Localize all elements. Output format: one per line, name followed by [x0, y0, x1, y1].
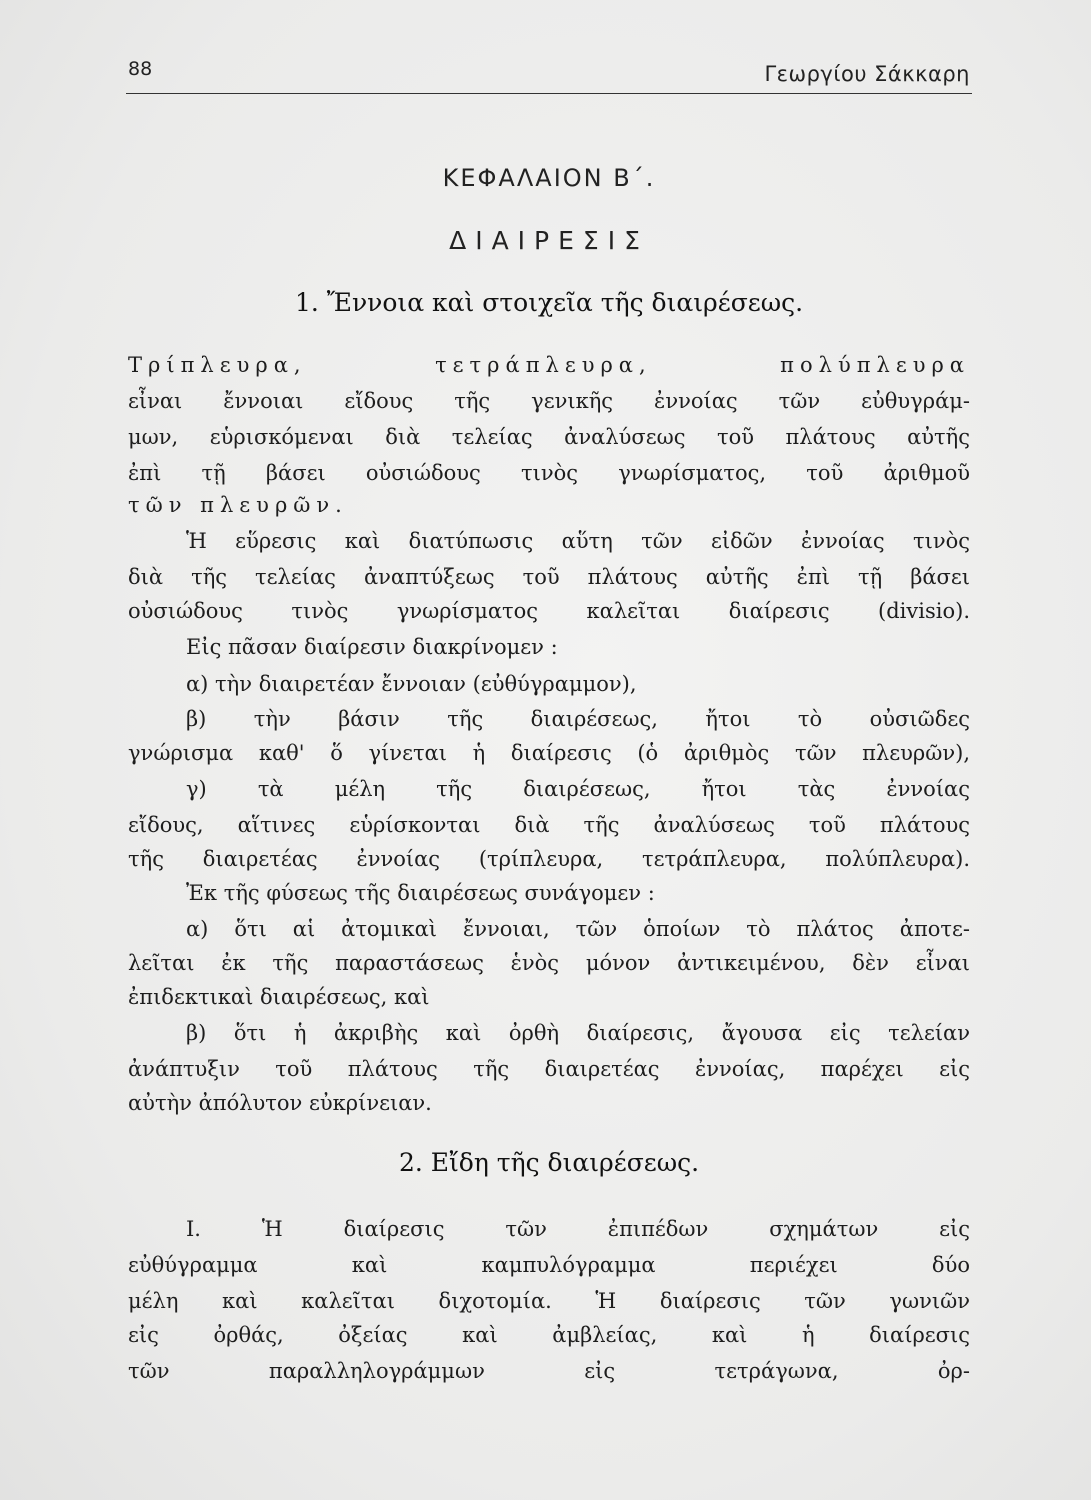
- text-line: Ἡ εὕρεσις καὶ διατύπωσις αὕτη τῶν εἰδῶν ἐννοίας τινὸς: [186, 529, 970, 553]
- text-line: οὐσιώδους τινὸς γνωρίσματος καλεῖται διαίρεσις (divisio).: [128, 599, 970, 623]
- text-line: β) τὴν βάσιν τῆς διαιρέσεως, ἤτοι τὸ οὐσιῶδες: [186, 707, 970, 731]
- text-line: τῶν παραλληλογράμμων εἰς τετράγωνα, ὀρ-: [128, 1359, 970, 1383]
- text-line: Τρίπλευρα, τετράπλευρα, πολύπλευρα: [128, 353, 970, 377]
- text-line: ἐπὶ τῇ βάσει οὐσιώδους τινὸς γνωρίσματος, τοῦ ἀριθμοῦ: [128, 461, 970, 485]
- section-1-heading: 1. Ἔννοια καὶ στοιχεῖα τῆς διαιρέσεως.: [294, 288, 804, 317]
- text-line: τῶν πλευρῶν.: [128, 493, 348, 517]
- text-line: Εἰς πᾶσαν διαίρεσιν διακρίνομεν :: [186, 635, 558, 659]
- text-line: μέλη καὶ καλεῖται διχοτομία. Ἡ διαίρεσις τῶν γωνιῶν: [128, 1289, 970, 1313]
- header-rule: [126, 93, 972, 94]
- chapter-title: ΔΙΑΙΡΕΣΙΣ: [449, 226, 649, 255]
- running-head: Γεωργίου Σάκκαρη: [764, 62, 970, 86]
- text-line: γνώρισμα καθ' ὅ γίνεται ἡ διαίρεσις (ὁ ἀριθμὸς τῶν πλευρῶν),: [128, 741, 970, 765]
- text-line: εὐθύγραμμα καὶ καμπυλόγραμμα περιέχει δύο: [128, 1253, 970, 1277]
- text-line: λεῖται ἐκ τῆς παραστάσεως ἑνὸς μόνον ἀντικειμένου, δὲν εἶναι: [128, 951, 970, 975]
- page-number: 88: [128, 58, 153, 80]
- text-line: τῆς διαιρετέας ἐννοίας (τρίπλευρα, τετράπλευρα, πολύπλευρα).: [128, 847, 970, 871]
- chapter-label: ΚΕΦΑΛΑΙΟΝ Β΄.: [442, 164, 656, 192]
- section-2-heading: 2. Εἴδη τῆς διαιρέσεως.: [398, 1148, 700, 1177]
- text-line: μων, εὑρισκόμεναι διὰ τελείας ἀναλύσεως τοῦ πλάτους αὐτῆς: [128, 425, 970, 449]
- text-line: Ἐκ τῆς φύσεως τῆς διαιρέσεως συνάγομεν :: [186, 881, 655, 905]
- text-line: γ) τὰ μέλη τῆς διαιρέσεως, ἤτοι τὰς ἐννοίας: [186, 777, 970, 801]
- page-header: [128, 58, 970, 90]
- text-line: ἀνάπτυξιν τοῦ πλάτους τῆς διαιρετέας ἐννοίας, παρέχει εἰς: [128, 1057, 970, 1081]
- text-line: ἐπιδεκτικαὶ διαιρέσεως, καὶ: [128, 985, 430, 1009]
- text-line: εἶναι ἔννοιαι εἴδους τῆς γενικῆς ἐννοίας τῶν εὐθυγράμ-: [128, 389, 970, 413]
- text-line: β) ὅτι ἡ ἀκριβὴς καὶ ὀρθὴ διαίρεσις, ἄγουσα εἰς τελείαν: [186, 1021, 970, 1045]
- text-line: αὐτὴν ἀπόλυτον εὐκρίνειαν.: [128, 1091, 432, 1115]
- text-line: Ι. Ἡ διαίρεσις τῶν ἐπιπέδων σχημάτων εἰς: [186, 1217, 970, 1241]
- text-line: α) τὴν διαιρετέαν ἔννοιαν (εὐθύγραμμον),: [186, 672, 637, 696]
- text-line: εἰς ὀρθάς, ὀξείας καὶ ἀμβλείας, καὶ ἡ διαίρεσις: [128, 1323, 970, 1347]
- text-line: διὰ τῆς τελείας ἀναπτύξεως τοῦ πλάτους αὐτῆς ἐπὶ τῇ βάσει: [128, 565, 970, 589]
- text-line: α) ὅτι αἱ ἀτομικαὶ ἔννοιαι, τῶν ὁποίων τὸ πλάτος ἀποτε-: [186, 917, 970, 941]
- text-line: εἴδους, αἵτινες εὑρίσκονται διὰ τῆς ἀναλύσεως τοῦ πλάτους: [128, 813, 970, 837]
